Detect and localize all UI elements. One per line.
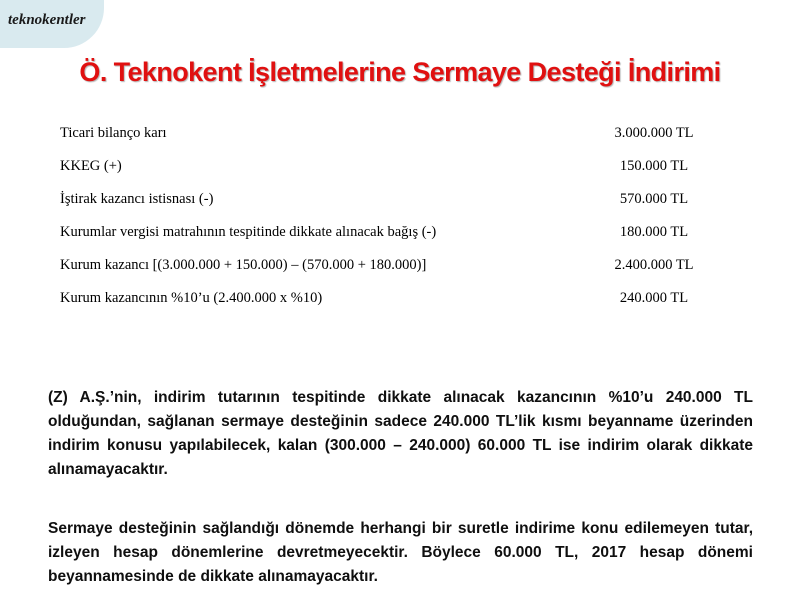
row-label: Kurum kazancı [(3.000.000 + 150.000) – (570.000 + 180.000)] (60, 257, 427, 273)
row-label: Kurumlar vergisi matrahının tespitinde dikkate alınacak bağış (-) (60, 224, 437, 240)
tag-label: teknokentler (8, 12, 86, 28)
table-row (60, 184, 720, 217)
table-row (60, 217, 720, 250)
row-label: Kurum kazancının %10’u (2.400.000 x %10) (60, 290, 323, 306)
calculation-table (60, 118, 720, 316)
explanation-paragraph: (Z) A.Ş.’nin, indirim tutarının tespitinde dikkate alınacak kazancının %10’u 240.000 TL olduğundan, sağlanan sermaye desteğinin sadece 240.000 TL’lik kısmı beyanname üzerinden indirim konusu yapılabilecek, kalan (300.000 – 240.000) 60.000 TL ise indirim olarak dikkate alınamayacaktır. (48, 389, 753, 478)
row-label: Ticari bilanço karı (60, 125, 167, 141)
table-row (60, 118, 720, 151)
row-value: 2.400.000 TL (614, 257, 694, 273)
table-row (60, 151, 720, 184)
row-label: KKEG (+) (60, 158, 122, 174)
row-value: 240.000 TL (619, 290, 689, 306)
header-tag (0, 0, 104, 48)
row-value: 3.000.000 TL (614, 125, 694, 141)
carryforward-paragraph: Sermaye desteğinin sağlandığı dönemde herhangi bir suretle indirime konu edilemeyen tutar, izleyen hesap dönemlerine devretmeyecektir. Böylece 60.000 TL, 2017 hesap dönemi beyannamesinde de dikkate alınamayacaktır. (48, 520, 753, 585)
table-row (60, 283, 720, 316)
row-value: 570.000 TL (619, 191, 689, 207)
row-value: 180.000 TL (619, 224, 689, 240)
row-label: İştirak kazancı istisnası (-) (60, 191, 214, 207)
page-title: Ö. Teknokent İşletmelerine Sermaye Desteği İndirimi (79, 57, 721, 87)
row-value: 150.000 TL (619, 158, 689, 174)
table-row (60, 250, 720, 283)
